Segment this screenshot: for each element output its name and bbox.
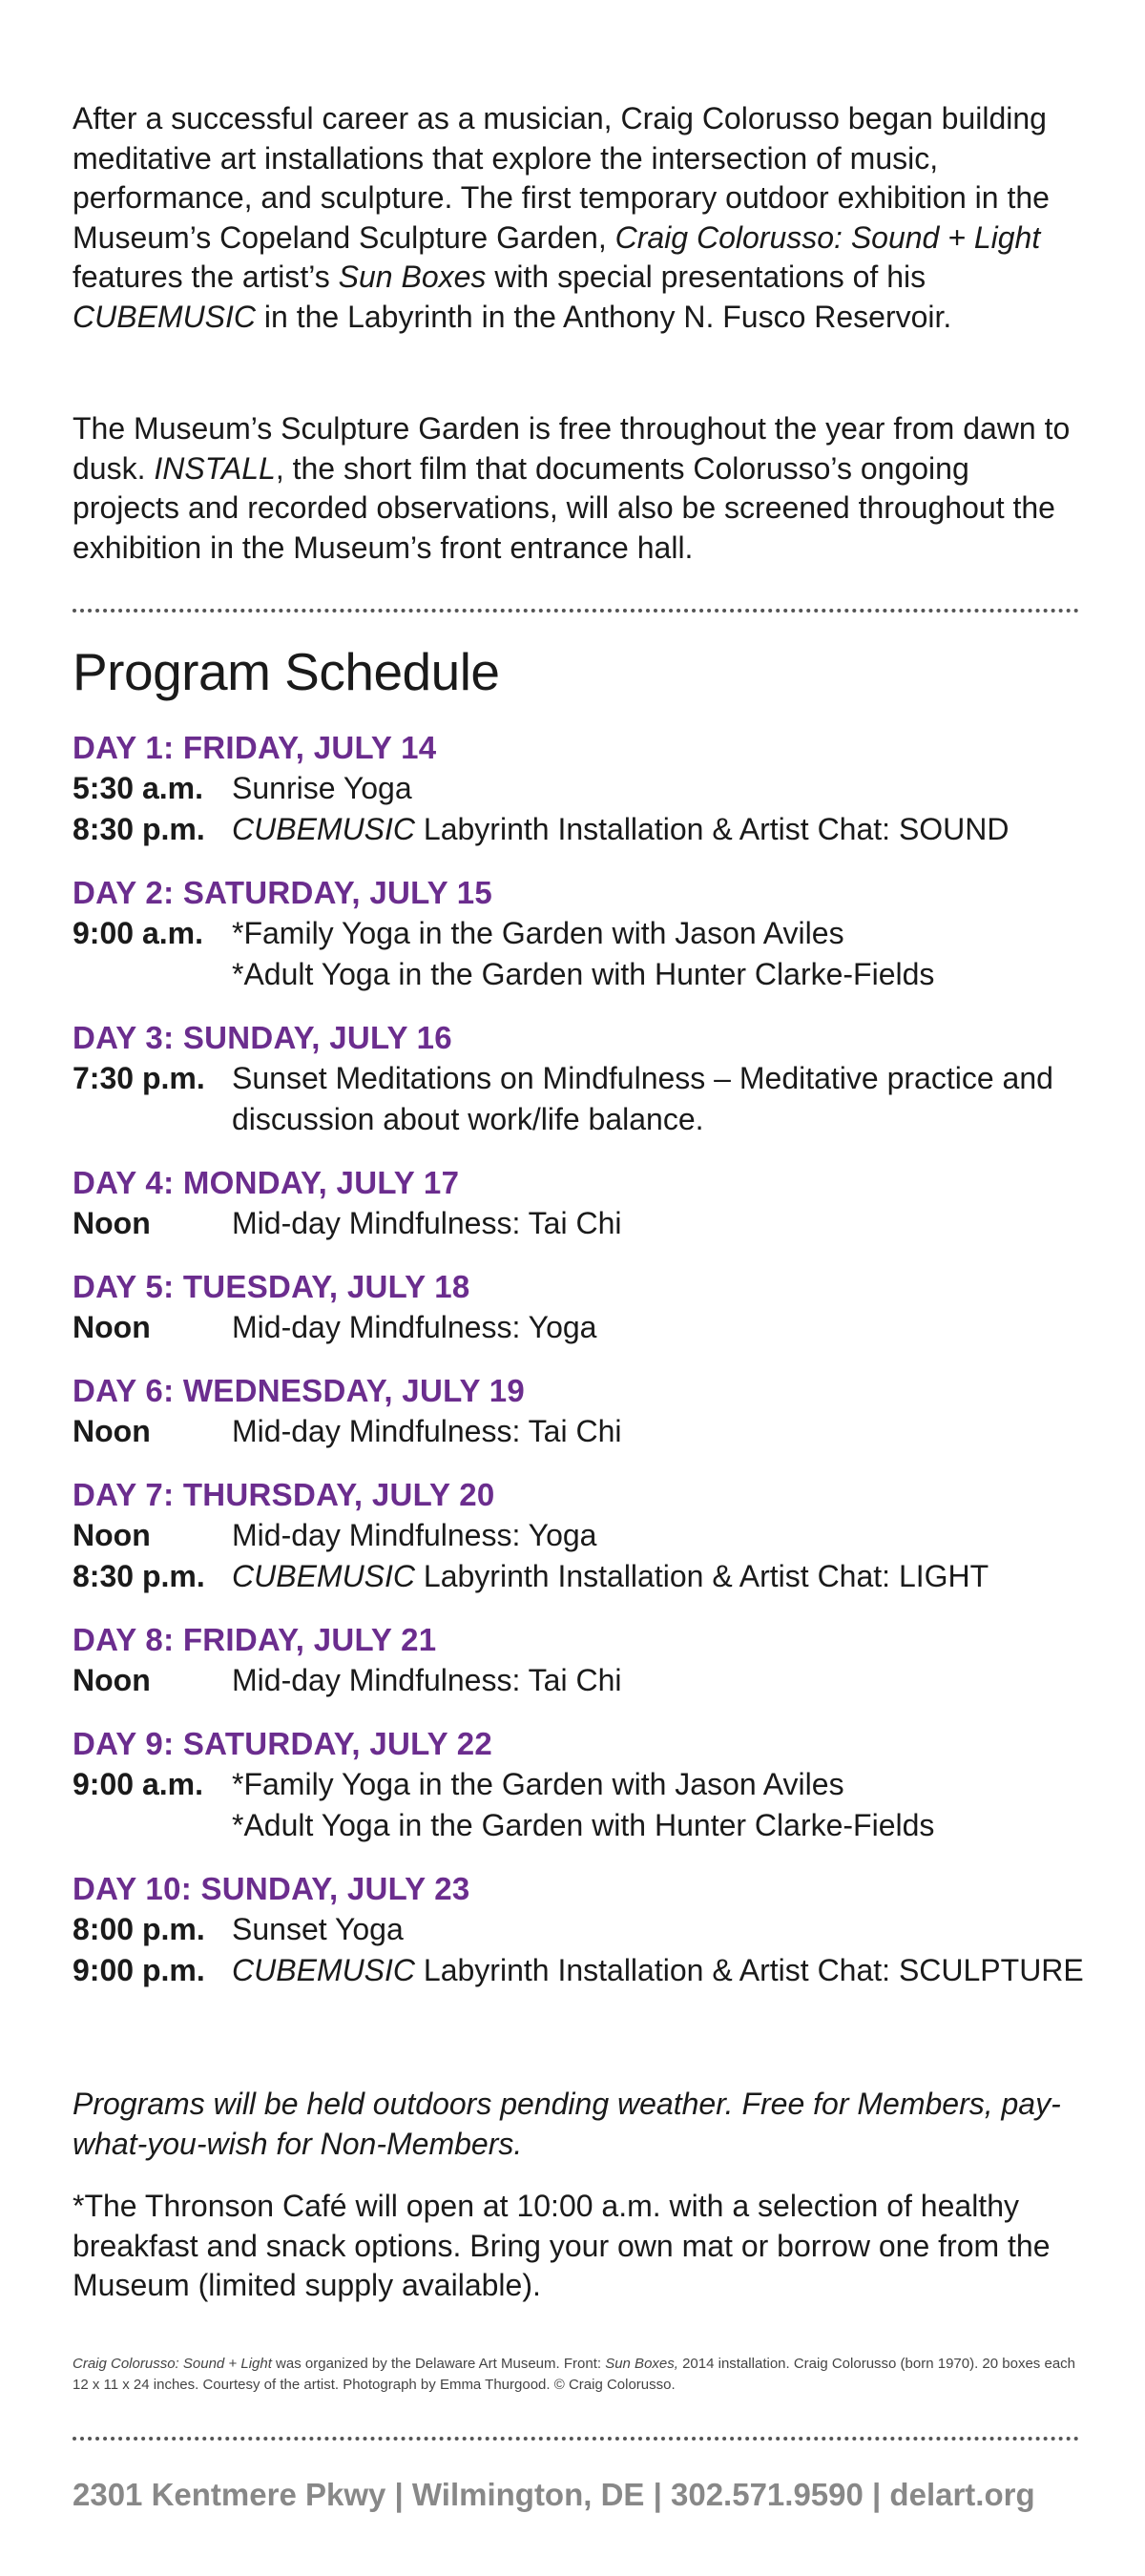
cafe-note: *The Thronson Café will open at 10:00 a.m. with a selection of healthy breakfast and snack options. Bring your own mat or borrow one from the Museum (limited supply available).	[73, 2189, 1051, 2302]
text-run: in the Labyrinth in the Anthony N. Fusco Reservoir.	[256, 299, 952, 334]
text-run: was organized by the Delaware Art Museum. Front:	[271, 2356, 606, 2372]
schedule-event	[73, 1556, 1103, 1597]
event-description	[232, 954, 1103, 995]
event-time	[73, 1805, 232, 1846]
event-time: Noon	[73, 1310, 151, 1344]
event-description	[232, 1805, 1103, 1846]
text-run: Mid-day Mindfulness: Tai Chi	[232, 1414, 622, 1448]
event-description	[232, 1411, 1103, 1452]
day-title: DAY 2: SATURDAY, JULY 15	[73, 875, 493, 910]
event-description	[232, 768, 1103, 809]
schedule-event	[73, 1764, 1103, 1805]
program-schedule	[73, 728, 1103, 2014]
schedule-event	[73, 1058, 1103, 1140]
dotted-divider-bottom	[73, 2437, 1079, 2441]
event-description	[232, 1203, 1103, 1244]
schedule-event	[73, 1203, 1103, 1244]
intro-paragraph-1	[73, 99, 1084, 337]
text-run: features the artist’s	[73, 260, 339, 294]
schedule-day	[73, 1475, 1103, 1597]
event-time: 9:00 p.m.	[73, 1953, 205, 1987]
text-run: Mid-day Mindfulness: Tai Chi	[232, 1663, 622, 1697]
event-time: 8:30 p.m.	[73, 812, 205, 846]
footer-address: 2301 Kentmere Pkwy | Wilmington, DE | 302.571.9590 | delart.org	[73, 2477, 1035, 2512]
italic-text: Sun Boxes	[338, 260, 487, 294]
event-time: 8:00 p.m.	[73, 1912, 205, 1946]
event-description	[232, 1058, 1103, 1140]
day-title: DAY 9: SATURDAY, JULY 22	[73, 1726, 493, 1761]
day-title: DAY 8: FRIDAY, JULY 21	[73, 1622, 437, 1657]
italic-text: CUBEMUSIC	[232, 1559, 416, 1593]
italic-text: Sun Boxes,	[605, 2356, 678, 2372]
intro-paragraph-2	[73, 409, 1084, 568]
text-run: *Family Yoga in the Garden with Jason Aviles	[232, 916, 844, 950]
event-time: Noon	[73, 1414, 151, 1448]
event-description	[232, 1950, 1103, 1991]
event-description	[232, 913, 1103, 954]
schedule-event	[73, 913, 1103, 954]
text-run: 2014 installation. Craig Colorusso (born 1970). 20 boxes each 12 x 11 x 24 inches. Courtesy of the artist. Photograph by Emma Thurgood. © Craig Colorusso.	[73, 2356, 1076, 2393]
italic-text: Craig Colorusso: Sound + Light	[73, 2356, 272, 2372]
event-description	[232, 1515, 1103, 1556]
schedule-event	[73, 1307, 1103, 1348]
text-run: Sunset Yoga	[232, 1912, 404, 1946]
text-run: Labyrinth Installation & Artist Chat: SOUND	[415, 812, 1010, 846]
event-time: 5:30 a.m.	[73, 771, 203, 805]
schedule-day	[73, 728, 1103, 850]
dotted-divider-top	[73, 609, 1079, 613]
day-title: DAY 5: TUESDAY, JULY 18	[73, 1269, 470, 1304]
italic-text: CUBEMUSIC	[232, 812, 416, 846]
schedule-day	[73, 1018, 1103, 1140]
event-time	[73, 954, 232, 995]
text-run: Mid-day Mindfulness: Tai Chi	[232, 1206, 622, 1240]
italic-text: CUBEMUSIC	[73, 299, 257, 334]
schedule-day	[73, 1163, 1103, 1244]
schedule-day	[73, 1620, 1103, 1701]
text-run: Labyrinth Installation & Artist Chat: LIGHT	[415, 1559, 989, 1593]
text-run: *Adult Yoga in the Garden with Hunter Clarke-Fields	[232, 957, 935, 991]
schedule-day	[73, 1371, 1103, 1452]
event-time: Noon	[73, 1518, 151, 1552]
italic-text: INSTALL	[154, 450, 276, 486]
event-description	[232, 1764, 1103, 1805]
event-description	[232, 809, 1103, 850]
schedule-event	[73, 1950, 1103, 1991]
schedule-day	[73, 873, 1103, 995]
notes-section	[73, 2085, 1084, 2329]
day-title: DAY 7: THURSDAY, JULY 20	[73, 1477, 495, 1512]
text-run: The Museum’s Sculpture Garden is free throughout the year from dawn to dusk.	[73, 411, 1071, 486]
day-title: DAY 6: WEDNESDAY, JULY 19	[73, 1373, 525, 1408]
event-description	[232, 1307, 1103, 1348]
event-time: 9:00 a.m.	[73, 916, 203, 950]
weather-note: Programs will be held outdoors pending weather. Free for Members, pay-what-you-wish for Non-Members.	[73, 2087, 1061, 2161]
day-title: DAY 4: MONDAY, JULY 17	[73, 1165, 460, 1200]
event-time: 9:00 a.m.	[73, 1767, 203, 1801]
event-time: 7:30 p.m.	[73, 1061, 205, 1095]
text-run: Mid-day Mindfulness: Yoga	[232, 1518, 597, 1552]
text-run: Labyrinth Installation & Artist Chat: SCULPTURE	[415, 1953, 1084, 1987]
schedule-event	[73, 954, 1103, 995]
text-run: Mid-day Mindfulness: Yoga	[232, 1310, 597, 1344]
text-run: *Adult Yoga in the Garden with Hunter Clarke-Fields	[232, 1808, 935, 1842]
text-run: with special presentations of his	[486, 260, 926, 294]
event-description	[232, 1909, 1103, 1950]
text-run: Sunrise Yoga	[232, 771, 412, 805]
schedule-event	[73, 1411, 1103, 1452]
schedule-day	[73, 1869, 1103, 1991]
event-description	[232, 1556, 1103, 1597]
event-description	[232, 1660, 1103, 1701]
schedule-heading: Program Schedule	[73, 642, 500, 701]
text-run: After a successful career as a musician, Craig Colorusso began building meditative art installations that explore the intersection of music, performance, and sculpture. The first temporary outdoor exhibition in the Museum’s Copeland Sculpture Garden,	[73, 101, 1050, 255]
day-title: DAY 1: FRIDAY, JULY 14	[73, 730, 437, 765]
schedule-event	[73, 809, 1103, 850]
event-time: Noon	[73, 1206, 151, 1240]
schedule-event	[73, 1805, 1103, 1846]
text-run: *Family Yoga in the Garden with Jason Aviles	[232, 1767, 844, 1801]
schedule-event	[73, 1515, 1103, 1556]
schedule-event	[73, 768, 1103, 809]
schedule-day	[73, 1267, 1103, 1348]
schedule-event	[73, 1660, 1103, 1701]
day-title: DAY 10: SUNDAY, JULY 23	[73, 1871, 470, 1906]
italic-text: Craig Colorusso: Sound + Light	[614, 219, 1041, 255]
schedule-event	[73, 1909, 1103, 1950]
text-run: , the short film that documents Colorusso’s ongoing projects and recorded observations, will also be screened throughout the exhibition in the Museum’s front entrance hall.	[73, 450, 1055, 565]
event-time: 8:30 p.m.	[73, 1559, 205, 1593]
day-title: DAY 3: SUNDAY, JULY 16	[73, 1020, 452, 1055]
italic-text: CUBEMUSIC	[232, 1953, 416, 1987]
image-credit	[73, 2354, 1084, 2396]
event-time: Noon	[73, 1663, 151, 1697]
text-run: Sunset Meditations on Mindfulness – Meditative practice and discussion about work/life balance.	[232, 1061, 1053, 1136]
schedule-day	[73, 1724, 1103, 1846]
